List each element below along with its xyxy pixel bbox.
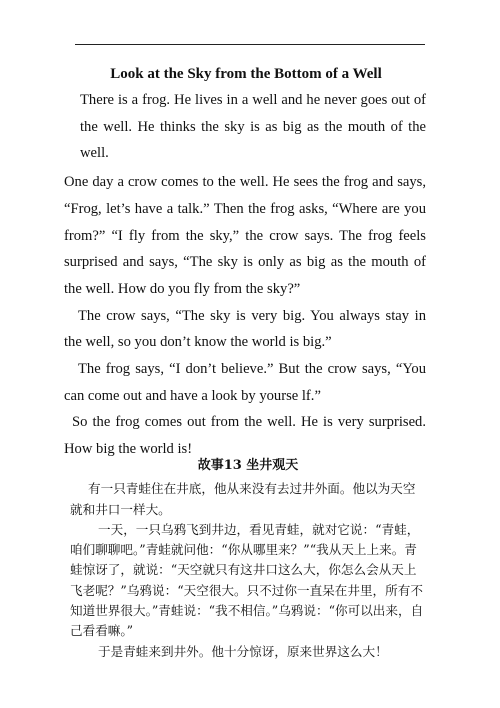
chinese-paragraph-1: 有一只青蛙住在井底，他从来没有去过井外面。他以为天空就和井口一样大。 xyxy=(70,481,416,517)
english-paragraph-2: One day a crow comes to the well. He sees the frog and says, “Frog, let’s have a talk.” Then the frog asks, “Where are you from?” “I fly from the sky,” the crow says. The frog feels surprised and says, “The sky is only as big as the mouth of the well. How do you fly from the sky?” xyxy=(64,174,426,297)
english-paragraph-4: The frog says, “I don’t believe.” But the crow says, “You can come out and have a look by yourse lf.” xyxy=(64,361,426,404)
english-paragraph-1: There is a frog. He lives in a well and he never goes out of the well. He thinks the sky is as big as the mouth of the well. xyxy=(80,92,426,162)
english-paragraph-5: So the frog comes out from the well. He is very surprised. How big the world is! xyxy=(64,414,426,458)
english-paragraph-3: The crow says, “The sky is very big. You always stay in the well, so you don’t know the world is big.” xyxy=(64,307,426,351)
chinese-paragraph-3: 于是青蛙来到井外。他十分惊讶，原来世界这么大！ xyxy=(98,643,388,659)
chinese-story xyxy=(70,456,426,662)
chinese-paragraph-2: 一天，一只乌鸦飞到井边，看见青蛙，就对它说：“青蛙，咱们聊聊吧。”青蛙就问他：“你从哪里来？”“我从天上上来。青蛙惊讶了，就说：“天空就只有这井口这么大，你怎么会从天上飞老呢？”乌鸦说：“天空很大。只不过你一直呆在井里，所有不知道世界很大。”青蛙说：“我不相信。”乌鸦说：“你可以出来，自己看看嘛。” xyxy=(70,521,424,639)
english-story xyxy=(66,61,426,463)
english-title: Look at the Sky from the Bottom of a Well xyxy=(110,66,382,82)
chinese-title: 故事13 坐井观天 xyxy=(197,458,299,473)
header-rule xyxy=(75,44,425,45)
